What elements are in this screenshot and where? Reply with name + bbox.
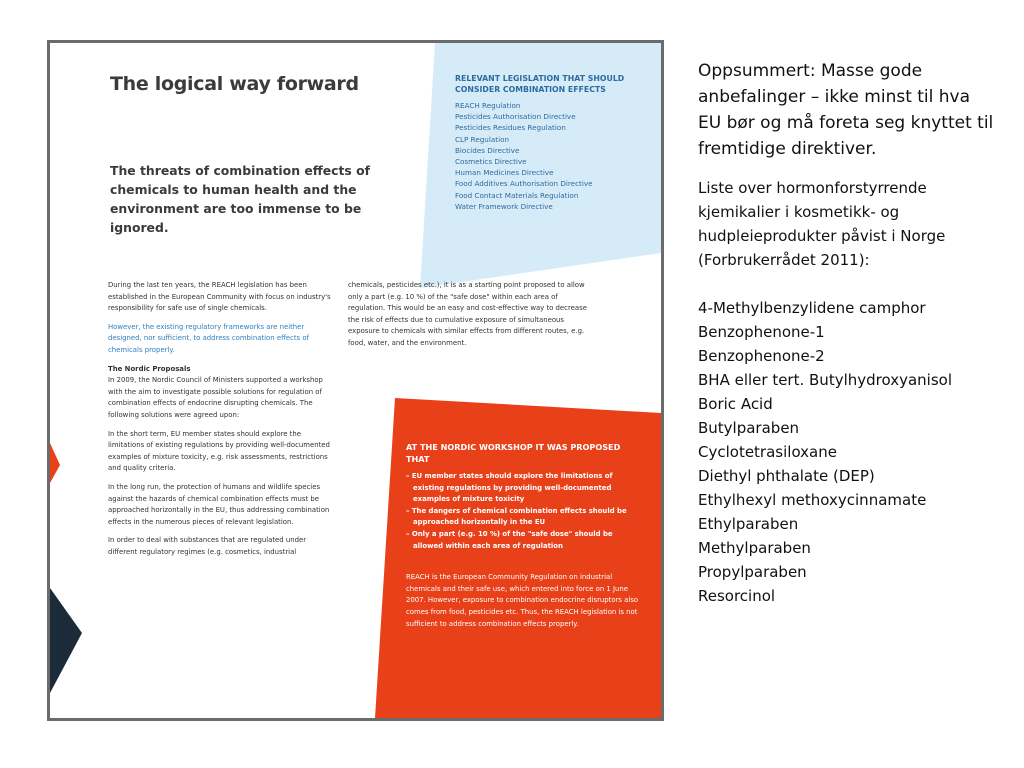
list-item: Ethylparaben: [698, 515, 799, 533]
list-item: 4-Methylbenzylidene camphor: [698, 299, 926, 317]
paragraph: chemicals, pesticides etc.), it is as a starting point proposed to allow only a part (e.g. 10 %) of the "safe dose" within each area of regulation. This would be an easy and cost-effective way to decrease the risk of effects due to cumulative exposure of simultaneous exposure to chemicals with similar effects from different routes, e.g. food, water, and the environment.: [348, 281, 587, 347]
body-column-1: [108, 280, 336, 565]
list-item: Food Additives Authorisation Directive: [455, 179, 593, 189]
dark-triangle: [50, 588, 82, 693]
workshop-list: [406, 471, 640, 552]
list-item: Food Contact Materials Regulation: [455, 190, 579, 200]
list-item: Boric Acid: [698, 395, 773, 413]
list-item: Benzophenone-2: [698, 347, 825, 365]
paragraph: In 2009, the Nordic Council of Ministers supported a workshop with the aim to investigate possible solutions for regulation of combination effects of endocrine disrupting chemicals. The following solutions were agreed upon:: [108, 376, 323, 419]
section-heading: The Nordic Proposals: [108, 364, 191, 373]
paragraph: During the last ten years, the REACH legislation has been established in the European Community with focus on industry's responsibility for safe use of single chemicals.: [108, 281, 331, 313]
list-item: – Only a part (e.g. 10 %) of the "safe dose" should be allowed within each area of regulation: [406, 529, 613, 550]
list-item: Cosmetics Directive: [455, 157, 527, 167]
list-intro: Liste over hormonforstyrrende kjemikalier i kosmetikk- og hudpleieprodukter påvist i Norge (Forbrukerrådet 2011):: [698, 179, 946, 269]
red-triangle-small: [50, 443, 60, 483]
summary-text: Oppsummert: Masse gode anbefalinger – ikke minst til hva EU bør og må foreta seg knyttet til fremtidige direktiver.: [698, 61, 994, 159]
list-item: Pesticides Authorisation Directive: [455, 112, 576, 122]
legislation-list: [455, 100, 650, 212]
list-item: – The dangers of chemical combination effects should be approached horizontally in the EU: [406, 506, 627, 527]
list-item: Cyclotetrasiloxane: [698, 443, 837, 461]
workshop-box: [406, 441, 640, 630]
list-item: Biocides Directive: [455, 145, 520, 155]
list-item: – EU member states should explore the limitations of existing regulations by providing well-documented examples of mixture toxicity: [406, 472, 613, 504]
paragraph: In order to deal with substances that are regulated under different regulatory regimes (e.g. cosmetics, industrial: [108, 536, 307, 556]
highlight-paragraph: However, the existing regulatory frameworks are neither designed, nor sufficient, to address combination effects of chemicals properly.: [108, 322, 309, 354]
list-item: Propylparaben: [698, 563, 807, 581]
list-item: Resorcinol: [698, 587, 776, 605]
workshop-heading: AT THE NORDIC WORKSHOP IT WAS PROPOSED THAT: [406, 442, 621, 464]
list-item: Benzophenone-1: [698, 323, 825, 341]
document-lead: The threats of combination effects of chemicals to human health and the environment are too immense to be ignored.: [110, 163, 371, 235]
list-item: Diethyl phthalate (DEP): [698, 467, 875, 485]
paragraph: In the short term, EU member states should explore the limitations of existing regulations by providing well-documented examples of mixture toxicity, e.g. risk assessments, restrictions and quality criteria.: [108, 429, 330, 473]
list-item: Pesticides Residues Regulation: [455, 123, 566, 133]
document-scan: [47, 40, 664, 721]
reach-note: REACH is the European Community Regulation on industrial chemicals and their safe use, which entered into force on 1 June 2007. However, exposure to combination endocrine disruptors also comes from food, pesticides etc. Thus, the REACH legislation is not sufficient to address combination effects properly.: [406, 573, 639, 628]
list-item: Human Medicines Directive: [455, 168, 554, 178]
list-item: Water Framework Directive: [455, 201, 553, 211]
list-item: Butylparaben: [698, 419, 800, 437]
list-item: CLP Regulation: [455, 134, 510, 144]
legislation-heading: RELEVANT LEGISLATION THAT SHOULD CONSIDER COMBINATION EFFECTS: [455, 74, 625, 94]
list-item: Methylparaben: [698, 539, 811, 557]
chemical-list: [698, 296, 998, 608]
list-item: REACH Regulation: [455, 101, 521, 110]
body-column-2: [348, 280, 588, 357]
list-item: Ethylhexyl methoxycinnamate: [698, 491, 927, 509]
legislation-box: [455, 73, 650, 212]
slide-text: [698, 58, 998, 608]
list-item: BHA eller tert. Butylhydroxyanisol: [698, 371, 952, 389]
paragraph: In the long run, the protection of humans and wildlife species against the hazards of chemical combination effects must be approached horizontally in the EU, thus addressing combination effects in the numerous pieces of relevant legislation.: [108, 482, 330, 526]
document-title: The logical way forward: [110, 73, 359, 95]
